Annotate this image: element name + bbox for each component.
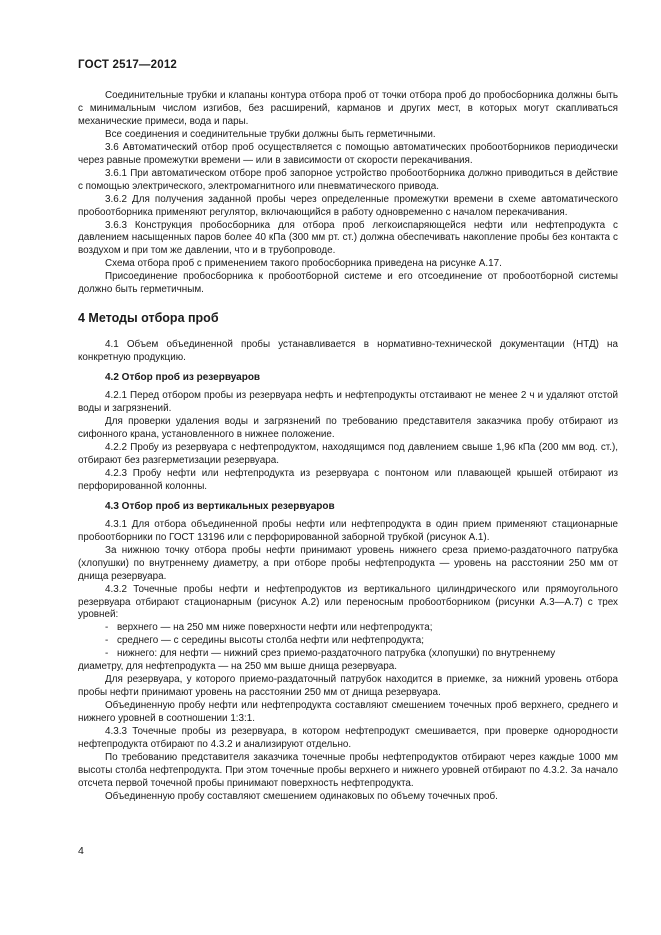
dash-marker: - [105, 648, 109, 660]
paragraph: Объединенную пробу нефти или нефтепродукта составляют смешением точечных проб верхнего, среднего и нижнего уровней в соотношении 1:3:1. [78, 700, 618, 725]
list-item [78, 648, 618, 661]
paragraph: 4.3.2 Точечные пробы нефти и нефтепродуктов из вертикального цилиндрического или прямоугольного резервуара отбирают стационарным (рисунок А.2) или переносным пробоотборником (рисунки А.3—А.7) с трех уровней: [78, 583, 618, 621]
list-item-text: среднего — с середины высоты столба нефти или нефтепродукта; [117, 635, 425, 647]
section-4-3-heading: 4.3 Отбор проб из вертикальных резервуаров [105, 500, 335, 512]
paragraph: По требованию представителя заказчика точечные пробы нефтепродуктов отбирают через каждые 1000 мм высоты столба нефтепродукта. При этом точечные пробы верхнего и нижнего уровней отбирают по 4.3.2. За начало отсчета первой точечной пробы принимают поверхность нефтепродукта. [78, 751, 618, 789]
dash-marker: - [105, 635, 109, 647]
list-item [78, 635, 618, 648]
paragraph: 3.6.3 Конструкция пробосборника для отбора проб легкоиспаряющейся нефти или нефтепродукта с давлением насыщенных паров более 40 кПа (300 мм рт. ст.) должна обеспечивать накопление пробы без контакта с воздухом и при том же давлении, что и в трубопроводе. [78, 219, 618, 257]
page-number: 4 [78, 845, 84, 857]
document-code-header: ГОСТ 2517—2012 [78, 59, 178, 71]
section-4-2-heading: 4.2 Отбор проб из резервуаров [105, 372, 261, 384]
paragraph: Объединенную пробу составляют смешением одинаковых по объему точечных проб. [105, 790, 498, 802]
list-item-text: верхнего — на 250 мм ниже поверхности нефти или нефтепродукта; [117, 622, 433, 634]
paragraph: Для проверки удаления воды и загрязнений по требованию представителя заказчика пробу отбирают из сифонного крана, установленного в нижнее положение. [78, 416, 618, 441]
list-item-text: нижнего: для нефти — нижний срез приемо-раздаточного патрубка (хлопушки) по внутреннему [117, 648, 556, 660]
page-body [78, 90, 618, 804]
paragraph: 3.6.1 При автоматическом отборе проб запорное устройство пробоотборника должно приводиться в действие с помощью электрического, электромагнитного или пневматического привода. [78, 167, 618, 192]
paragraph: 3.6.2 Для получения заданной пробы через определенные промежутки времени в схеме автоматического пробоотборника применяют регулятор, включающийся в работу одновременно с началом перекачивания. [78, 193, 618, 218]
paragraph: 3.6 Автоматический отбор проб осуществляется с помощью автоматических пробоотборников периодически через равные промежутки времени — или в зависимости от скорости перекачивания. [78, 141, 618, 166]
paragraph: Все соединения и соединительные трубки должны быть герметичными. [105, 128, 436, 140]
paragraph: Присоединение пробосборника к пробоотборной системе и его отсоединение от пробоотборной системы должно быть герметичным. [78, 271, 618, 296]
paragraph: Для резервуара, у которого приемо-раздаточный патрубок находится в приемке, за нижний уровень отбора пробы нефти принимают уровень на расстоянии 250 мм от днища резервуара. [78, 674, 618, 699]
paragraph: Соединительные трубки и клапаны контура отбора проб от точки отбора проб до пробосборника должны быть с минимальным числом изгибов, без расширений, карманов и других мест, в которых могут скапливаться механические примеси, вода и пары. [78, 90, 618, 127]
list-item [78, 622, 618, 635]
paragraph: 4.2.3 Пробу нефти или нефтепродукта из резервуара с понтоном или плавающей крышей отбирают из перфорированной колонны. [78, 467, 618, 492]
list-item-continuation: диаметру, для нефтепродукта — на 250 мм выше днища резервуара. [78, 661, 398, 673]
paragraph: 4.1 Объем объединенной пробы устанавливается в нормативно-технической документации (НТД) на конкретную продукцию. [78, 339, 618, 364]
paragraph: 4.3.3 Точечные пробы из резервуара, в котором нефтепродукт смешивается, при проверке однородности нефтепродукта отбирают по 4.3.2 и анализируют отдельно. [78, 726, 618, 750]
dash-marker: - [105, 622, 109, 634]
paragraph: 4.2.2 Пробу из резервуара с нефтепродуктом, находящимся под давлением свыше 1,96 кПа (200 мм вод. ст.), отбирают без разгерметизации резервуара. [78, 441, 618, 466]
paragraph: Схема отбора проб с применением такого пробосборника приведена на рисунке А.17. [105, 258, 502, 270]
section-4-heading: 4 Методы отбора проб [78, 311, 219, 326]
paragraph: За нижнюю точку отбора пробы нефти принимают уровень нижнего среза приемо-раздаточного патрубка (хлопушки) по внутреннему диаметру, а при отборе пробы нефтепродукта — уровень на расстоянии 250 мм от днища резервуара. [78, 544, 618, 582]
paragraph: 4.3.1 Для отбора объединенной пробы нефти или нефтепродукта в один прием применяют стационарные пробоотборники по ГОСТ 13196 или с перфорированной заборной трубкой (рисунок А.1). [78, 518, 618, 543]
paragraph: 4.2.1 Перед отбором пробы из резервуара нефть и нефтепродукты отстаивают не менее 2 ч и удаляют отстой воды и загрязнений. [78, 390, 618, 415]
